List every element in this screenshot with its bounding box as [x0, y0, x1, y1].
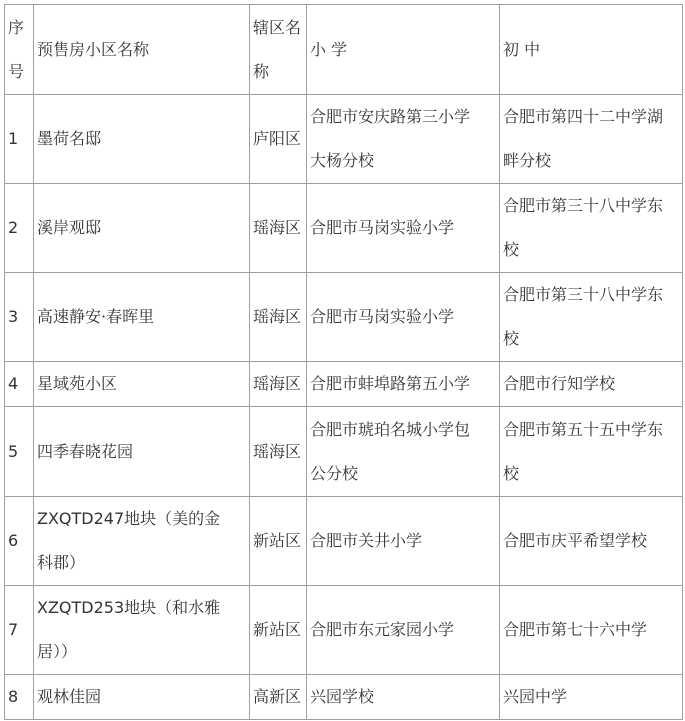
- cell-project-name: XZQTD253地块（和水雅 居））: [34, 586, 250, 675]
- cell-primary-school: 合肥市琥珀名城小学包 公分校: [307, 407, 500, 497]
- cell-project-name: ZXQTD247地块（美的金 科郡）: [34, 497, 250, 586]
- cell-index: 8: [5, 675, 34, 720]
- cell-index: 5: [5, 407, 34, 497]
- table-row: [5, 675, 683, 720]
- header-district: 辖区名 称: [250, 5, 307, 95]
- cell-primary-school: 兴园学校: [307, 675, 500, 720]
- cell-district: 高新区: [250, 675, 307, 720]
- cell-primary-school: 合肥市东元家园小学: [307, 586, 500, 675]
- cell-middle-school: 兴园中学: [500, 675, 683, 720]
- table-row: [5, 497, 683, 586]
- table-row: [5, 362, 683, 407]
- cell-district: 新站区: [250, 497, 307, 586]
- cell-project-name: 墨荷名邸: [34, 95, 250, 184]
- cell-project-name: 四季春晓花园: [34, 407, 250, 497]
- cell-index: 3: [5, 273, 34, 362]
- cell-middle-school: 合肥市第三十八中学东 校: [500, 273, 683, 362]
- header-middle-school: 初 中: [500, 5, 683, 95]
- table-row: [5, 586, 683, 675]
- cell-index: 7: [5, 586, 34, 675]
- cell-district: 新站区: [250, 586, 307, 675]
- school-district-table: [4, 4, 683, 720]
- cell-middle-school: 合肥市第四十二中学湖 畔分校: [500, 95, 683, 184]
- cell-district: 瑶海区: [250, 184, 307, 273]
- cell-primary-school: 合肥市蚌埠路第五小学: [307, 362, 500, 407]
- cell-index: 6: [5, 497, 34, 586]
- header-project-name: 预售房小区名称: [34, 5, 250, 95]
- table-header-row: [5, 5, 683, 95]
- cell-index: 4: [5, 362, 34, 407]
- table-row: [5, 273, 683, 362]
- cell-project-name: 观林佳园: [34, 675, 250, 720]
- cell-district: 瑶海区: [250, 362, 307, 407]
- table-row: [5, 184, 683, 273]
- cell-primary-school: 合肥市关井小学: [307, 497, 500, 586]
- cell-primary-school: 合肥市安庆路第三小学 大杨分校: [307, 95, 500, 184]
- header-index: 序 号: [5, 5, 34, 95]
- cell-middle-school: 合肥市第五十五中学东 校: [500, 407, 683, 497]
- cell-index: 1: [5, 95, 34, 184]
- header-primary-school: 小 学: [307, 5, 500, 95]
- cell-middle-school: 合肥市第七十六中学: [500, 586, 683, 675]
- table-row: [5, 407, 683, 497]
- cell-project-name: 溪岸观邸: [34, 184, 250, 273]
- cell-middle-school: 合肥市第三十八中学东 校: [500, 184, 683, 273]
- cell-primary-school: 合肥市马岗实验小学: [307, 273, 500, 362]
- cell-project-name: 星域苑小区: [34, 362, 250, 407]
- cell-project-name: 高速静安·春晖里: [34, 273, 250, 362]
- cell-middle-school: 合肥市庆平希望学校: [500, 497, 683, 586]
- cell-district: 庐阳区: [250, 95, 307, 184]
- cell-index: 2: [5, 184, 34, 273]
- table-row: [5, 95, 683, 184]
- cell-district: 瑶海区: [250, 407, 307, 497]
- cell-primary-school: 合肥市马岗实验小学: [307, 184, 500, 273]
- cell-middle-school: 合肥市行知学校: [500, 362, 683, 407]
- cell-district: 瑶海区: [250, 273, 307, 362]
